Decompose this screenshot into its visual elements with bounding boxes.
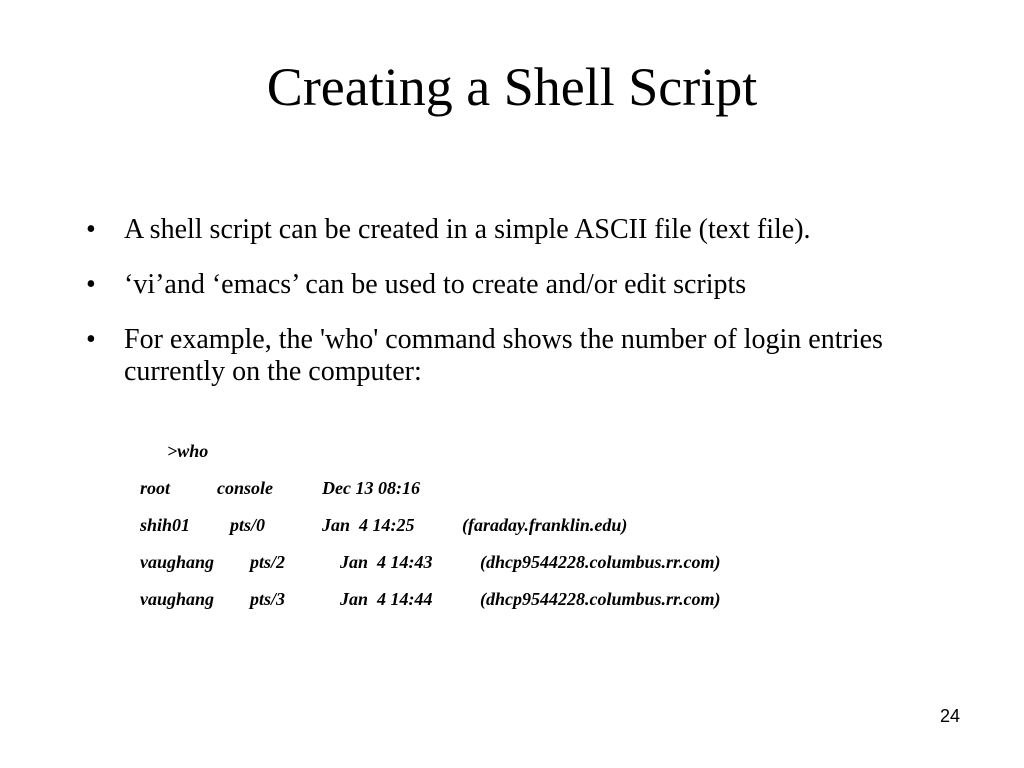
terminal-output [140, 440, 940, 625]
who-user: shih01 [140, 515, 191, 535]
who-user: vaughang [140, 552, 215, 572]
who-user: root [140, 478, 171, 498]
who-host: (dhcp9544228.columbus.rr.com) [480, 589, 721, 609]
bullet-item [86, 269, 966, 301]
bullet-text: A shell script can be created in a simple ASCII file (text file). [124, 214, 811, 245]
bullet-icon: • [86, 214, 96, 245]
bullet-icon: • [86, 324, 96, 355]
page-number: 24 [939, 706, 961, 726]
who-tty: pts/0 [230, 515, 266, 535]
bullet-item [86, 324, 966, 388]
bullet-icon: • [86, 269, 96, 300]
who-row [140, 588, 940, 610]
who-date: Jan 4 14:25 [322, 515, 415, 535]
slide-title: Creating a Shell Script [266, 57, 758, 117]
who-date: Jan 4 14:43 [340, 552, 433, 572]
command-line [140, 440, 940, 462]
bullet-text: For example, the 'who' command shows the number of login entries currently on the computer: [124, 324, 883, 387]
who-host: (dhcp9544228.columbus.rr.com) [480, 552, 721, 572]
command-text: >who [167, 441, 209, 461]
who-host: (faraday.franklin.edu) [462, 515, 628, 535]
who-tty: pts/3 [250, 589, 286, 609]
bullet-text: ‘vi’and ‘emacs’ can be used to create and/or edit scripts [124, 269, 747, 300]
who-date: Jan 4 14:44 [340, 589, 433, 609]
bullet-item [86, 214, 966, 246]
who-row [140, 551, 940, 573]
who-user: vaughang [140, 589, 215, 609]
bullet-list [86, 214, 966, 411]
who-tty: console [217, 478, 273, 498]
who-date: Dec 13 08:16 [322, 478, 420, 498]
who-row [140, 477, 940, 499]
who-row [140, 514, 940, 536]
who-tty: pts/2 [250, 552, 286, 572]
